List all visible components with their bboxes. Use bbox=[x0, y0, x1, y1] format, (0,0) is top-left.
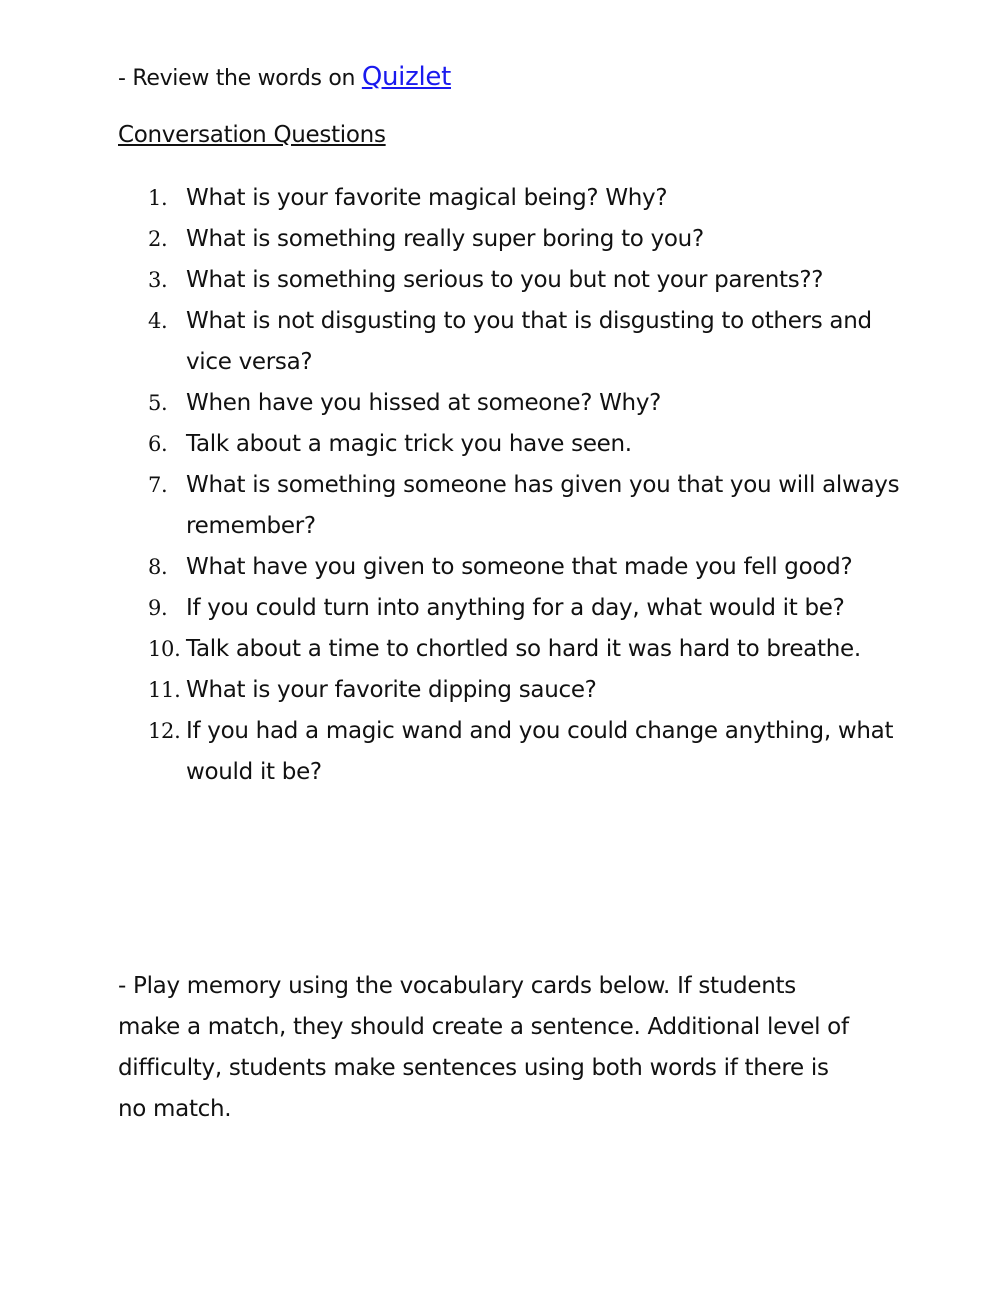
question-number: 1. bbox=[148, 186, 168, 210]
list-item bbox=[148, 178, 908, 219]
memory-game-instructions: - Play memory using the vocabulary cards below. If students make a match, they should create a sentence. Additional level of difficulty, students make sentences using both words if there is no match. bbox=[118, 973, 849, 1122]
question-text: If you could turn into anything for a day, what would it be? bbox=[186, 595, 845, 621]
list-item bbox=[148, 301, 908, 383]
question-text: What is something really super boring to you? bbox=[186, 226, 704, 252]
question-list bbox=[148, 178, 908, 793]
question-text: If you had a magic wand and you could change anything, what would it be? bbox=[186, 718, 894, 785]
question-text: Talk about a time to chortled so hard it was hard to breathe. bbox=[186, 636, 861, 662]
list-item bbox=[148, 424, 908, 465]
question-text: What is something someone has given you that you will always remember? bbox=[186, 472, 900, 539]
quizlet-link[interactable]: Quizlet bbox=[361, 62, 451, 92]
question-number: 5. bbox=[148, 391, 168, 415]
question-number: 10. bbox=[148, 637, 181, 661]
question-text: What is your favorite magical being? Why? bbox=[186, 185, 668, 211]
question-number: 3. bbox=[148, 268, 168, 292]
question-number: 2. bbox=[148, 227, 168, 251]
section-title: Conversation Questions bbox=[118, 122, 386, 148]
question-text: What is your favorite dipping sauce? bbox=[186, 677, 597, 703]
question-number: 9. bbox=[148, 596, 168, 620]
question-text: What is not disgusting to you that is disgusting to others and vice versa? bbox=[186, 308, 872, 375]
question-text: What have you given to someone that made you fell good? bbox=[186, 554, 853, 580]
question-number: 12. bbox=[148, 719, 181, 743]
question-number: 6. bbox=[148, 432, 168, 456]
list-item bbox=[148, 629, 908, 670]
question-text: What is something serious to you but not your parents?? bbox=[186, 267, 824, 293]
list-item bbox=[148, 670, 908, 711]
list-item bbox=[148, 465, 908, 547]
list-item bbox=[148, 588, 908, 629]
question-number: 11. bbox=[148, 678, 181, 702]
question-number: 4. bbox=[148, 309, 168, 333]
list-item bbox=[148, 383, 908, 424]
review-line bbox=[118, 62, 451, 92]
question-number: 7. bbox=[148, 473, 168, 497]
list-item bbox=[148, 547, 908, 588]
list-item bbox=[148, 260, 908, 301]
question-number: 8. bbox=[148, 555, 168, 579]
list-item bbox=[148, 219, 908, 260]
list-item bbox=[148, 711, 908, 793]
question-text: Talk about a magic trick you have seen. bbox=[186, 431, 632, 457]
question-text: When have you hissed at someone? Why? bbox=[186, 390, 662, 416]
review-prefix: - Review the words on bbox=[118, 66, 362, 91]
